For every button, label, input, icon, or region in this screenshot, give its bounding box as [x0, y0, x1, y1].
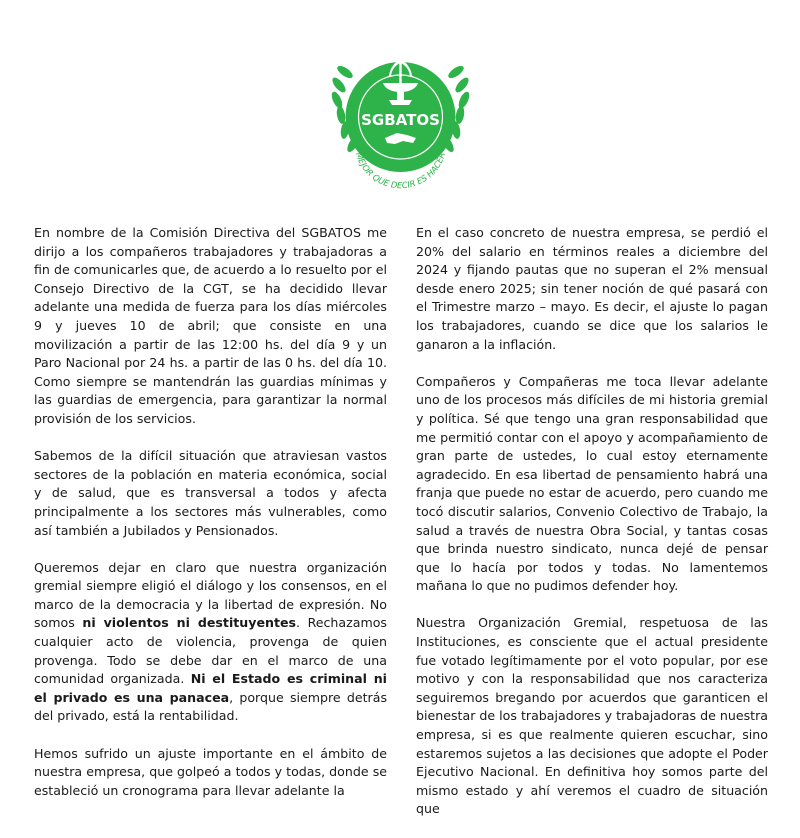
sgbatos-logo [323, 45, 478, 195]
bold-phrase: Ni el Estado es criminal ni el privado es una panacea [34, 671, 387, 705]
paragraph: En el caso concreto de nuestra empresa, se perdió el 20% del salario en términos reales a diciembre del 2024 y fijando pautas que no superan el 2% mensual desde enero 2025; sin tener noción de qué pasará con el Trimestre marzo – mayo. Es decir, el ajuste lo pagan los trabajadores, cuando se dice que los salarios le ganaron a la inflación. [416, 225, 768, 352]
paragraph: Hemos sufrido un ajuste importante en el ámbito de nuestra empresa, que golpeó a todos y todas, donde se estableció un cronograma para llevar adelante la [34, 745, 387, 798]
left-column [34, 224, 387, 819]
logo-name: SGBATOS [361, 111, 440, 129]
paragraph: Compañeros y Compañeras me toca llevar adelante uno de los procesos más difíciles de mi historia gremial y política. Sé que tengo una gran responsabilidad que me permitió contar con el apoyo y acompañamiento de gran parte de ustedes, lo cual estoy eternamente agradecido. En esa libertad de pensamiento habrá una franja que puede no estar de acuerdo, pero cuando me tocó discutir salarios, Convenio Colectivo de Trabajo, la salud a través de nuestra Obra Social, y tantas cosas que brinda nuestro sindicato, nunca dejé de pensar que lo hacía por todos y todas. No lamentemos mañana lo que no pudimos defender hoy. [416, 373, 768, 594]
paragraph: Queremos dejar en claro que nuestra organización gremial siempre eligió el diálogo y los consensos, en el marco de la democracia y la libertad de expresión. No somos ni violentos ni destituyentes. Rechazamos cualquier acto de violencia, provenga de quien provenga. Todo se debe dar en el marco de una comunidad organizada. Ni el Estado es criminal ni el privado es una panacea, porque siempre detrás del privado, está la rentabilidad. [34, 559, 388, 724]
right-column [416, 224, 768, 838]
paragraph: Sabemos de la difícil situación que atraviesan vastos sectores de la población en materia económica, social y de salud, que es transversal a todos y afecta principalmente a los sectores más vulnerables, como así también a Jubilados y Pensionados. [34, 448, 387, 538]
paragraph: Nuestra Organización Gremial, respetuosa de las Instituciones, es consciente que el actual presidente fue votado legítimamente por el voto popular, por ese motivo y con la responsabilidad que nos caracteriza seguiremos bregando por acuerdos que garanticen el bienestar de los trabajadores y trabajadoras de nuestra empresa, si es que realmente quieren escuchar, sino estaremos sujetos a las decisiones que adopte el Poder Ejecutivo Nacional. En definitiva hoy somos parte del mismo estado y ahí veremos el cuadro de situación que [416, 615, 768, 817]
bold-phrase: ni violentos ni destituyentes [82, 615, 297, 631]
paragraph: En nombre de la Comisión Directiva del SGBATOS me dirijo a los compañeros trabajadores y trabajadoras a fin de comunicarles que, de acuerdo a lo resuelto por el Consejo Directivo de la CGT, se ha decidido llevar adelante una medida de fuerza para los días miércoles 9 y jueves 10 de abril; que consiste en una movilización a partir de las 12:00 hs. del día 9 y un Paro Nacional por 24 hs. a partir de las 0 hs. del día 10. Como siempre se mantendrán las guardias mínimas y las guardias de emergencia, para garantizar la normal provisión de los servicios. [34, 225, 387, 426]
logo-motto: MEJOR QUE DECIR ES HACER [353, 150, 448, 191]
